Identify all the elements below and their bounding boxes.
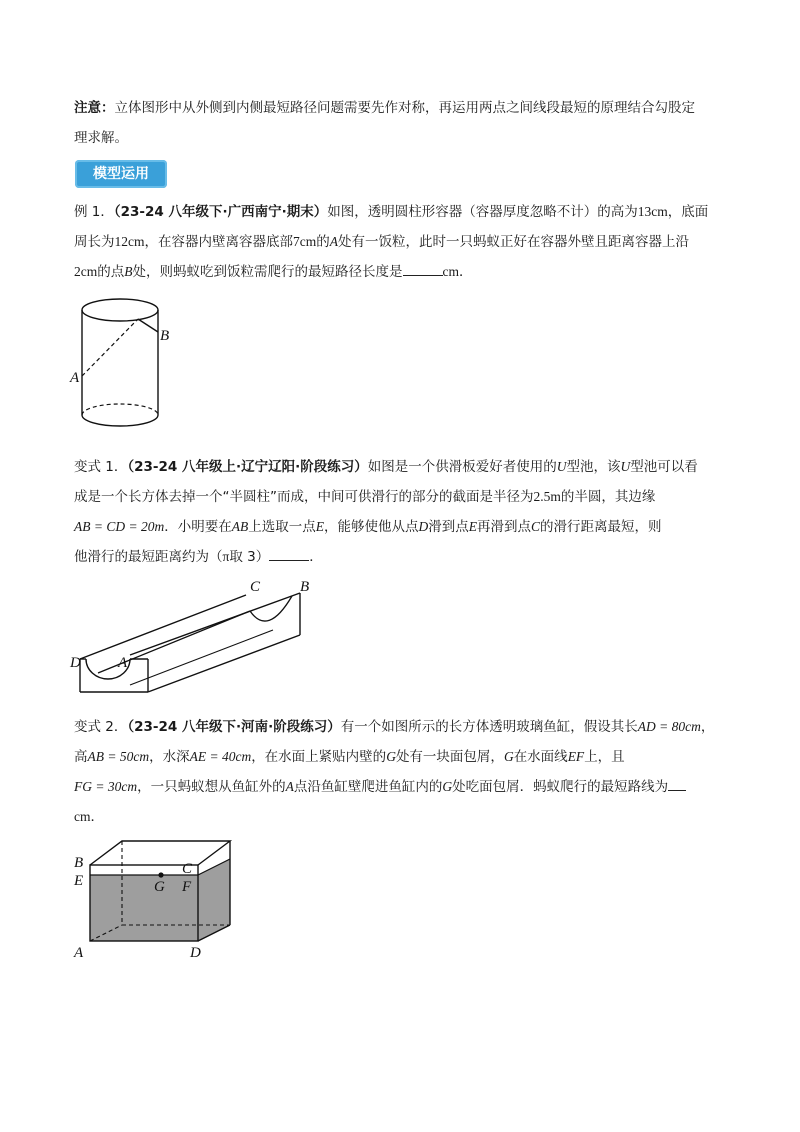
variant1-text: 取 3） xyxy=(229,549,270,565)
variant1-paragraph xyxy=(74,452,734,572)
variant2-text: 有一个如图所示的长方体透明玻璃鱼缸，假设其长 xyxy=(340,719,638,735)
variant2-var: G xyxy=(386,749,396,764)
example1-source: （23-24 八年级下·广西南宁·期末） xyxy=(113,204,328,220)
ab-equation: AB = 50cm xyxy=(87,749,150,764)
edge-equation: AB = CD = 20m xyxy=(74,519,165,534)
label-b: B xyxy=(160,328,170,344)
point-b: B xyxy=(124,264,133,279)
example1-text: ，在容器内壁离容器底部 xyxy=(144,234,293,250)
dist-a-value: 7cm xyxy=(293,234,317,249)
label-b: B xyxy=(74,855,84,871)
pi-symbol: π xyxy=(222,549,230,564)
variant1-source: （23-24 八年级上·辽宁辽阳·阶段练习） xyxy=(127,459,368,475)
pool-inner-line-2 xyxy=(130,630,273,685)
variant1-var: AB xyxy=(231,519,249,534)
perimeter-value: 12cm xyxy=(114,234,145,249)
note-paragraph xyxy=(74,93,734,153)
variant1-text: 的滑行距离最短，则 xyxy=(539,519,662,535)
variant1-prefix: 变式 1． xyxy=(74,459,128,475)
path-solid xyxy=(138,319,158,332)
point-a: A xyxy=(329,234,338,249)
variant1-var: C xyxy=(530,519,540,534)
example1-text: 处，则蚂蚁吃到饭粒需爬行的最短路径长度是 xyxy=(132,264,403,280)
cylinder-figure xyxy=(68,290,188,440)
dist-b-value: 2cm xyxy=(74,264,98,279)
example1-text: 的 xyxy=(316,234,330,250)
variant1-text: 的半圆，其边缘 xyxy=(560,489,656,505)
variant2-text: 点沿鱼缸壁爬进鱼缸内的 xyxy=(293,779,443,795)
variant2-text: ， xyxy=(700,719,715,735)
example1-paragraph xyxy=(74,197,734,287)
example1-prefix: 例 1． xyxy=(74,204,114,220)
variant2-paragraph xyxy=(74,712,734,832)
note-text-2: 理求解。 xyxy=(74,130,128,146)
label-c: C xyxy=(182,861,193,877)
variant2-text: 上，且 xyxy=(584,749,625,765)
example1-text: ，底面 xyxy=(667,204,709,220)
unit-text: cm xyxy=(442,264,459,279)
variant2-text: 处有一块面包屑， xyxy=(395,749,504,765)
label-g: G xyxy=(154,879,165,895)
radius-value: 2.5m xyxy=(533,489,561,504)
example1-text: 的点 xyxy=(97,264,125,280)
tank-top-face xyxy=(90,841,230,865)
example1-text: ． xyxy=(459,264,473,280)
variant1-text: 他滑行的最短距离约为（ xyxy=(74,549,223,565)
variant2-var: EF xyxy=(567,749,585,764)
note-text-1: 立体图形中从外侧到内侧最短路径问题需要先作对称，再运用两点之间线段最短的原理结合勾股定 xyxy=(114,100,695,116)
fish-tank-figure xyxy=(70,835,250,965)
label-e: E xyxy=(74,873,84,889)
fg-equation: FG = 30cm xyxy=(74,779,138,794)
label-a: A xyxy=(74,945,84,961)
path-dashed xyxy=(82,319,138,376)
variant2-var: G xyxy=(503,749,514,764)
example1-text: 处有一饭粒，此时一只蚂蚁正好在容器外壁且距离容器上沿 xyxy=(338,234,689,250)
variant2-text: ，水深 xyxy=(149,749,190,765)
variant1-text: ，能够使他从点 xyxy=(323,519,419,535)
ae-equation: AE = 40cm xyxy=(189,749,252,764)
variant1-var: E xyxy=(315,519,324,534)
variant1-text: 上选取一点 xyxy=(248,519,316,535)
example1-text: 如图，透明圆柱形容器（容器厚度忽略不计）的高为 xyxy=(327,204,638,220)
variant1-text: 型池，该 xyxy=(566,459,621,475)
label-d: D xyxy=(70,655,81,671)
cylinder-bottom-front xyxy=(82,415,158,426)
section-badge: 模型运用 xyxy=(75,160,167,188)
variant1-text: 如图是一个供滑板爱好者使用的 xyxy=(367,459,557,475)
unit-text: cm xyxy=(74,809,91,824)
u-pool-figure xyxy=(68,575,318,700)
variant2-var: A xyxy=(285,779,294,794)
label-a: A xyxy=(70,370,80,386)
variant1-text: 成是一个长方体去掉一个“半圆柱”而成，中间可供滑行的部分的截面是半径为 xyxy=(74,489,534,505)
note-label: 注意： xyxy=(74,100,115,116)
variant2-var: G xyxy=(442,779,453,794)
variant2-text: 高 xyxy=(74,749,88,765)
variant1-var: D xyxy=(418,519,429,534)
water-side xyxy=(198,859,230,941)
ad-equation: AD = 80cm xyxy=(637,719,701,734)
cylinder-top-ellipse xyxy=(82,299,158,321)
example1-text: 周长为 xyxy=(74,234,115,250)
variant1-text: 再滑到点 xyxy=(476,519,531,535)
pool-back-edge xyxy=(130,593,300,655)
variant2-prefix: 变式 2． xyxy=(74,719,128,735)
point-g xyxy=(158,872,163,877)
variant1-text: 型池可以看 xyxy=(630,459,698,475)
variant2-text: 处吃面包屑．蚂蚁爬行的最短路线为 xyxy=(452,779,669,795)
label-b: B xyxy=(300,579,310,595)
variant1-text: 滑到点 xyxy=(428,519,469,535)
height-value: 13cm xyxy=(637,204,668,219)
variant2-source: （23-24 八年级下·河南·阶段练习） xyxy=(127,719,341,735)
variant2-text: ，在水面上紧贴内壁的 xyxy=(251,749,387,765)
answer-blank[interactable] xyxy=(403,259,443,276)
label-c: C xyxy=(250,579,261,595)
answer-blank[interactable] xyxy=(668,774,686,791)
label-f: F xyxy=(182,879,192,895)
variant1-var: E xyxy=(468,519,477,534)
variant1-var: U xyxy=(556,459,567,474)
label-a: A xyxy=(118,655,128,671)
variant1-var: U xyxy=(620,459,631,474)
variant2-text: ． xyxy=(90,809,104,825)
variant2-text: 在水面线 xyxy=(513,749,568,765)
variant1-text: ． xyxy=(309,549,323,565)
variant1-text: ．小明要在 xyxy=(164,519,232,535)
label-d: D xyxy=(190,945,201,961)
cylinder-bottom-back xyxy=(82,404,158,415)
answer-blank[interactable] xyxy=(269,544,309,561)
variant2-text: ，一只蚂蚁想从鱼缸外的 xyxy=(137,779,286,795)
